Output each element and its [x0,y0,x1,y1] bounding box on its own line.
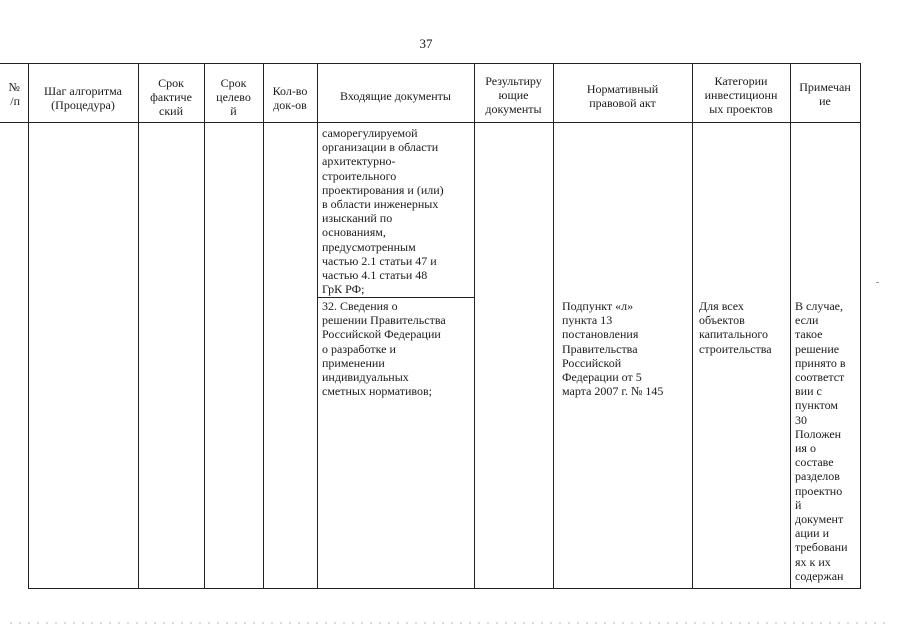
header-input-docs: Входящие документы [340,89,451,103]
table-bottom-border [28,588,861,589]
row1-input-docs: саморегулируемой организации в области архитектурно- строительного проектирования и (или) в области инженерных изысканий по основаниям, предусмотренным частью 2.1 статьи 47 и частью 4.1 статьи 48 ГрК РФ; [322,126,444,297]
column-divider [317,63,318,589]
column-divider [28,63,29,589]
table-right-border [860,63,861,589]
column-divider [790,63,791,589]
header-target-term: Срок целево й [216,76,251,119]
page-number: 37 [419,36,433,51]
header-notes: Примечан ие [799,80,851,109]
scan-artifact-line [10,622,890,624]
table-top-border [0,63,861,64]
row2-notes: В случае, если такое решение принято в соответст вии с пунктом 30 Положен ия о составе разделов проектно й документ ации и требовани ях к их содержан [795,299,848,583]
column-divider [138,63,139,589]
header-legal-act: Нормативный правовой акт [586,82,659,111]
header-doc-count: Кол-во док-ов [272,84,308,113]
column-divider [692,63,693,589]
header-step: Шаг алгоритма (Процедура) [44,84,122,113]
row2-categories: Для всех объектов капитального строительства [699,299,772,356]
header-actual-term: Срок фактиче ский [150,76,192,119]
row2-input-docs: 32. Сведения о решении Правительства Российской Федерации о разработке и применении индивидуальных сметных нормативов; [322,299,446,399]
column-divider [474,63,475,589]
row2-legal-act: Подпункт «л» пункта 13 постановления Правительства Российской Федерации от 5 марта 2007 г. № 145 [562,299,664,399]
column-divider [553,63,554,589]
column-divider [263,63,264,589]
scan-artifact-mark [876,282,879,283]
header-categories: Категории инвестиционн ых проектов [704,74,778,117]
column-divider [204,63,205,589]
header-result-docs: Результиру ющие документы [485,74,542,117]
header-num: № /п [8,80,20,109]
header-bottom-border [0,122,861,123]
row-divider [317,297,474,298]
